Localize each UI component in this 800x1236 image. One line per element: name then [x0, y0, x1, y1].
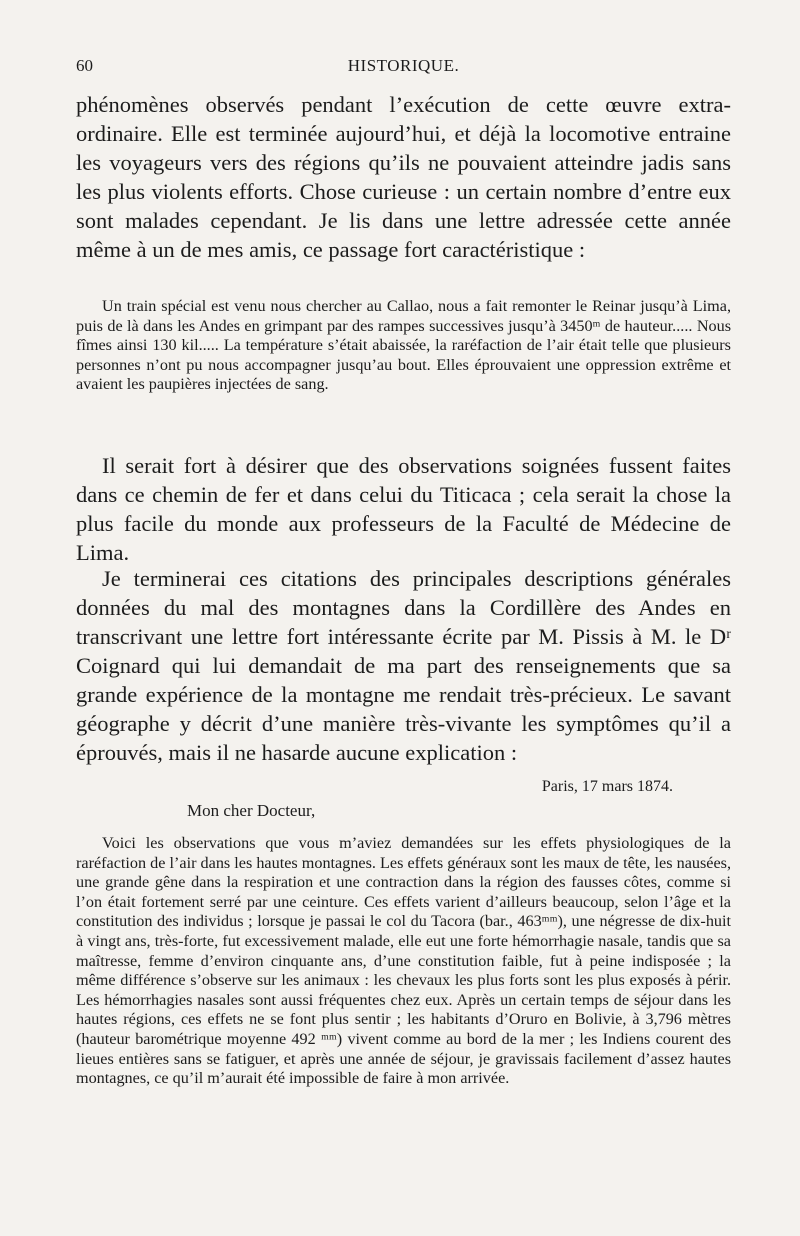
page-header — [76, 56, 731, 78]
paragraph-observations: Il serait fort à désirer que des observations soignées fussent faites dans ce chemin de fer et dans celui du Titicaca ; cela serait la chose la plus facile du monde aux professeurs de la Faculté de Médecine de Lima. — [76, 453, 731, 565]
page-number: 60 — [76, 56, 93, 75]
block-quote-train: Un train spécial est venu nous chercher au Callao, nous a fait remonter le Reinar jusqu’à Lima, puis de là dans les Andes en grimpant par des rampes successives jusqu’à 3450ᵐ de hauteur..... Nous fîmes ainsi 130 kil..... La température s’était abaissée, la raréfaction de l’air était telle que plusieurs personnes n’ont pu nous accompagner jusqu’au bout. Elles éprouvaient une oppression extrême et avaient les paupières injectées de sang. — [76, 297, 731, 394]
paragraph-opening: phénomènes observés pendant l’exécution de cette œuvre extra-ordinaire. Elle est terminée aujourd’hui, et déjà la locomotive entraine les voyageurs vers des régions qu’ils ne pouvaient atteindre jadis sans les plus violents efforts. Chose curieuse : un certain nombre d’entre eux sont malades cependant. Je lis dans une lettre adressée cette année même à un de mes amis, ce passage fort caractéristique : — [76, 92, 731, 262]
running-head: HISTORIQUE. — [347, 56, 460, 75]
paragraph-citations: Je terminerai ces citations des principales descriptions générales données du mal des montagnes dans la Cordillère des Andes en transcrivant une lettre fort intéressante écrite par M. Pissis à M. le Dʳ Coignard qui lui demandait de ma part des renseignements que sa grande expérience de la montagne me rendait très-précieux. Le savant géographe y décrit d’une manière très-vivante les symptômes qu’il a éprouvés, mais il ne hasarde aucune explication : — [76, 566, 731, 765]
letter-dateline: Paris, 17 mars 1874. — [541, 778, 673, 795]
letter-salutation: Mon cher Docteur, — [187, 801, 316, 820]
letter-body: Voici les observations que vous m’aviez demandées sur les effets physiologiques de la raréfaction de l’air dans les hautes montagnes. Les effets généraux sont les maux de tête, les nausées, une grande gêne dans la respiration et une contraction dans la région des fausses côtes, comme si l’on était fortement serré par une ceinture. Ces effets varient d’ailleurs beaucoup, selon l’âge et la constitution des individus ; lorsque je passai le col du Tacora (bar., 463ᵐᵐ), une négresse de dix-huit à vingt ans, très-forte, fut excessivement malade, elle eut une forte hémorrhagie nasale, tandis que sa maîtresse, femme d’environ cinquante ans, d’une constitution faible, fut à peine indisposée ; la même différence s’observe sur les animaux : les chevaux les plus forts sont les plus exposés à périr. Les hémorrhagies nasales sont aussi fréquentes chez eux. Après un certain temps de séjour dans les hautes régions, ces effets ne se font plus sentir ; les habitants d’Oruro en Bolivie, à 3,796 mètres (hauteur barométrique moyenne 492 ᵐᵐ) vivent comme au bord de la mer ; les Indiens courent des lieues entières sans se fatiguer, et après une année de séjour, je gravissais facilement d’assez hautes montagnes, ce qu’il m’aurait été impossible de faire à mon arrivée. — [76, 834, 731, 1088]
